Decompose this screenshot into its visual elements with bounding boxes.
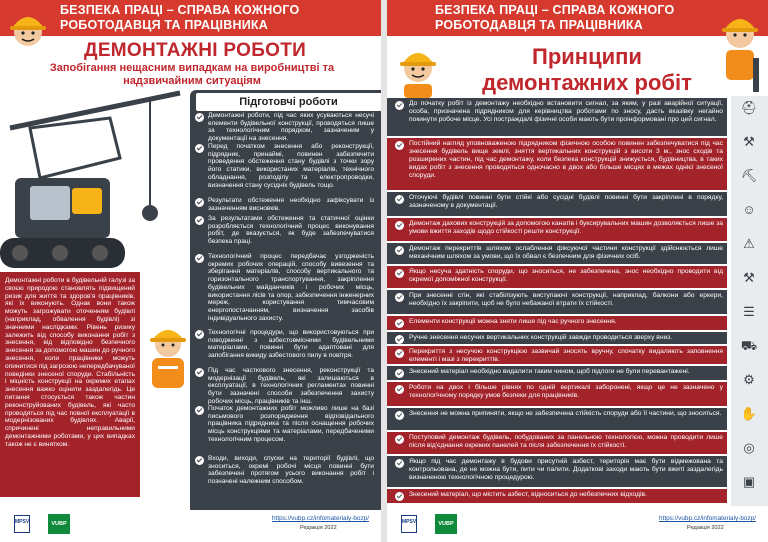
principle-text: Перекриття з несучою конструкцією зазвичай зносять вручну, спочатку видаляють заповнення елементі і мазі з перекриттів. bbox=[409, 348, 723, 363]
title-line-2: демонтажних робіт bbox=[482, 70, 692, 95]
principle-text: Поступовий демонтаж будівель, побудованих за панельною технологією, можна проводити лише після від'єднання окремих панелей та після забезпечення їх стійкості. bbox=[409, 434, 723, 449]
principle-row bbox=[387, 290, 727, 314]
edition-label: Редакція 2022 bbox=[300, 525, 337, 531]
principle-row bbox=[387, 138, 727, 190]
bullet-text: Демонтажні роботи, під час яких усуваються несучі елементи будівельної конструкції, проводяться лише за технологічним порядком, зазначеним у документації на знесення. bbox=[208, 112, 374, 143]
hammer-icon: ⚒ bbox=[743, 270, 755, 285]
check-icon bbox=[395, 435, 404, 444]
principle-row bbox=[387, 243, 727, 264]
principle-row bbox=[387, 489, 727, 503]
toolbox-icon: ▣ bbox=[742, 474, 756, 489]
bullet-text: Входи, виходи, спуски на території будівлі, що зноситься, окремі робочі місця повинні бути забезпечені протягом усього виконання робіт і позначені належним способом. bbox=[208, 455, 374, 486]
principle-text: Ручне знесення несучих вертикальних конструкцій завжди проводиться зверху вниз. bbox=[409, 334, 673, 341]
worker-icon bbox=[393, 40, 443, 98]
principle-text: Якщо під час демонтажу в будови присутній азбест, територія має бути відмежована та контрольована, де не можна бути, пити чи палити. Додаткові заходи мають бути вжиті заздалегідь визначеною технологічною процедурою. bbox=[409, 458, 723, 481]
left-banner: БЕЗПЕКА ПРАЦІ – СПРАВА КОЖНОГО РОБОТОДАВЦЯ ТА ПРАЦІВНИКА bbox=[0, 0, 381, 36]
icon-strip bbox=[731, 96, 768, 506]
preparatory-bullet bbox=[194, 143, 374, 189]
principle-row bbox=[387, 346, 727, 364]
bullet-text: Початок демонтажних робіт можливо лише на базі письмового розпорядження відповідального працівника підрядника та після оснащення робочих місць конструкціями та матеріалами, передбаченими технологічним процесом. bbox=[208, 405, 374, 443]
principle-row bbox=[387, 192, 727, 216]
principle-text: Елементи конструкції можна зняти лише під час ручного знесення. bbox=[409, 318, 617, 325]
check-icon bbox=[395, 101, 404, 110]
mpsv-logo: MPSV bbox=[14, 515, 30, 533]
check-icon bbox=[395, 221, 404, 230]
principle-row bbox=[387, 408, 727, 430]
principle-text: Демонтаж дахових конструкцій за допомогою канатів і буксирувальних машин дозволяється лише за умови вжиття заходів щодо стійкості решти конструкції. bbox=[409, 220, 723, 235]
right-banner: БЕЗПЕКА ПРАЦІ – СПРАВА КОЖНОГО РОБОТОДАВЦЯ ТА ПРАЦІВНИКА bbox=[387, 0, 768, 36]
bullet-text: Технологічний процес передбачає узгодженість окремих робочих операцій, способу вивезення та зберігання матеріалів, способу вертикального та горизонтального транспортування, закріплення будівельних майданчиків і робочих місць, використання лісів та опор, забезпечення інженерних мереж, користування тимчасовим енергопостачанням, визначення засобів індивідуального захисту. bbox=[208, 253, 374, 322]
check-icon bbox=[195, 113, 204, 122]
check-icon bbox=[395, 319, 404, 328]
warning-icon: ⚠ bbox=[743, 236, 755, 251]
check-icon bbox=[395, 269, 404, 278]
vubp-logo: VUBP bbox=[435, 514, 457, 534]
excavator-illustration bbox=[0, 88, 200, 278]
excavator-icon: ⛏ bbox=[740, 168, 758, 183]
drill-icon: ⚙ bbox=[743, 372, 755, 387]
page-title: ДЕМОНТАЖНІ РОБОТИ bbox=[84, 40, 307, 61]
preparatory-bullet bbox=[194, 405, 374, 444]
bullet-text: Під час часткового знесення, реконструкції та модернізації будівель, які залишаються в експлуатації, в технологічних регламентах повинні бути зазначені способи забезпечення захисту робочих місць, працівників та інш. bbox=[208, 367, 374, 405]
left-page bbox=[0, 0, 381, 542]
check-icon bbox=[195, 406, 204, 415]
preparatory-bullet bbox=[194, 455, 374, 486]
principle-text: Знесення не можна припиняти, якщо не забезпечена стійкість споруди або її частини, що зноситься. bbox=[409, 410, 722, 417]
principle-row bbox=[387, 316, 727, 330]
intro-text-block: Демонтажні роботи в будівельній галузі за своєю природою становлять підвищений ризик для життя та здоров'я працівників, які їх виконують. Однак вони також можуть загрожувати оточенням будівлі (наприклад, обвалення будівлі) зі значними наслідками. Рівень ризику залежить від способу виконання робіт з знесення, від відповідно безпечного знесення за допомогою машин до ручного знесення, коли працівники можуть опинитися під загрозою непередбачуваної поведінки знесеної споруди. Стабільність і міцність конструкції на окремих етапах знесення важко оцінити заздалегідь. Це питання стосується також частин реконструйованих будівель, які часто проводяться під час повної експлуатації в модернізованих будівлях. Аварії, спричинені неправильними демонтажними роботами, у цих випадках також не є винятком. bbox=[0, 272, 140, 497]
worker-icon: ☺ bbox=[742, 202, 756, 217]
principle-row bbox=[387, 382, 727, 406]
preparatory-bullet bbox=[194, 367, 374, 406]
page-subtitle: Запобігання нещасним випадкам на виробництві та надзвичайним ситуаціям bbox=[49, 62, 335, 87]
check-icon bbox=[395, 293, 404, 302]
right-page bbox=[387, 0, 768, 542]
check-icon bbox=[395, 195, 404, 204]
preparatory-bullet bbox=[194, 329, 374, 360]
bullet-text: Перед початком знесення або реконструкції, підрядник, принаймі, повинен забезпечити проведення обстеження стану будівлі з точки зору його статики, використаних матеріалів, технічного обладнання, розподілу та електропроводки, визначення стану сусідніх будівель тощо. bbox=[208, 143, 374, 189]
bullet-text: Технологічні процедури, що використовуються при поводженні з азбестовмісними будівельними матеріалами, повинні бути адаптовані для запобігання викиду азбестового пилу в повітря. bbox=[208, 329, 374, 360]
crane-icon: ⚒ bbox=[743, 134, 755, 149]
principle-text: Знесений матеріал необхідно видалити таким чином, щоб підлоги не були перевантажені. bbox=[409, 368, 690, 375]
check-icon bbox=[395, 492, 404, 501]
vubp-logo: VUBP bbox=[48, 514, 70, 534]
drill-worker-icon bbox=[140, 320, 196, 400]
edition-label: Редакція 2022 bbox=[687, 525, 724, 531]
check-icon bbox=[395, 349, 404, 358]
check-icon bbox=[395, 246, 404, 255]
bullet-text: Результати обстеження необхідно зафіксувати із зазначенням висновків. bbox=[208, 197, 374, 212]
check-icon bbox=[395, 385, 404, 394]
panel-title: Підготовчі роботи bbox=[196, 93, 381, 111]
principle-row bbox=[387, 332, 727, 344]
gloves-icon: ✋ bbox=[740, 406, 758, 421]
check-icon bbox=[195, 254, 204, 263]
footer-link[interactable]: https://vubp.cz/infomaterialy-bozp/ bbox=[659, 515, 756, 522]
check-icon bbox=[195, 216, 204, 225]
check-icon bbox=[195, 368, 204, 377]
worker-icon bbox=[713, 8, 767, 96]
safety-glasses-icon: ◎ bbox=[743, 440, 755, 455]
principles-title bbox=[467, 44, 707, 96]
check-icon bbox=[195, 456, 204, 465]
check-icon bbox=[195, 144, 204, 153]
worker-icon bbox=[2, 2, 54, 54]
principle-text: Знесений матеріал, що містить азбест, відноситься до небезпечних відходів. bbox=[409, 491, 647, 498]
principle-row bbox=[387, 98, 727, 136]
footer-link[interactable]: https://vubp.cz/infomaterialy-bozp/ bbox=[272, 515, 369, 522]
principle-row bbox=[387, 366, 727, 380]
preparatory-bullet bbox=[194, 215, 374, 246]
principle-row bbox=[387, 218, 727, 241]
check-icon bbox=[395, 369, 404, 378]
preparatory-bullet bbox=[194, 112, 374, 143]
check-icon bbox=[195, 198, 204, 207]
check-icon bbox=[395, 459, 404, 468]
principle-text: Оточуючі будівлі повинні бути стійкі або сусідні будівлі повинні бути закріплені в порядку, зазначеному в документації. bbox=[409, 194, 723, 209]
principle-row bbox=[387, 456, 727, 487]
principle-text: До початку робіт із демонтажу необхідно встановити сигнал, за яким, у разі аварійної ситуації, особа, призначена підрядником для керівництва роботами по зносу, дасть вказівку негайно покинути робоче місце. Усі постраждалі фізичні особи мають бути проінформовані про цей сигнал. bbox=[409, 100, 723, 123]
preparatory-bullet bbox=[194, 197, 374, 212]
bullet-text: За результатами обстеження та статичної оцінки розробляється технологічний процес виконування робіт, де вказується, як буде забезпечуватися безпека праці. bbox=[208, 215, 374, 246]
title-line-1: Принципи bbox=[532, 44, 642, 69]
check-icon bbox=[395, 335, 404, 344]
ladder-icon: ☰ bbox=[743, 304, 755, 319]
preparatory-bullet bbox=[194, 253, 374, 322]
check-icon bbox=[195, 330, 204, 339]
check-icon bbox=[395, 141, 404, 150]
principle-text: Роботи на двох і більше рівнях по одній вертикалі заборонені, якщо це не зазначено у технологічному порядку умов безпеки для працівників. bbox=[409, 384, 723, 399]
principle-text: Якщо несуча здатність споруди, що зноситься, не забезпечена, знос необхідно проводити від окремої допоміжної конструкції. bbox=[409, 268, 723, 283]
truck-icon: ⛟ bbox=[740, 338, 758, 353]
hard-hat-icon: ⛑ bbox=[740, 100, 758, 115]
mpsv-logo: MPSV bbox=[401, 515, 417, 533]
check-icon bbox=[395, 411, 404, 420]
principle-text: Постійний нагляд уповноваженою підрядником фізичною особою повинен забезпечуватися під час знесення будівель вище землі, зняття вертикальних конструкцій з висоти 3 м., знос сходів та розширених частин, під час демонтажу, коли безпека конструкцій знижується, будівництва, в таких видах робіт з знесення проводяться одночасно в двох або більше місцях в межах однієї знесеної споруди. bbox=[409, 140, 723, 179]
principle-text: Демонтаж перекриттів шляхом ослаблення фіксуючої частини конструкції здійснюється лише механічним шляхом за умови, що їх обвал є безпечним для фізичних осіб. bbox=[409, 245, 723, 260]
principle-row bbox=[387, 266, 727, 288]
principle-row bbox=[387, 432, 727, 454]
principle-text: При знесенні стін, які стабілізують виступаючі конструкції, наприклад, балкони або еркери, необхідно їх закріпити, щоб не було небажаної втрати їх стійкості. bbox=[409, 292, 723, 307]
